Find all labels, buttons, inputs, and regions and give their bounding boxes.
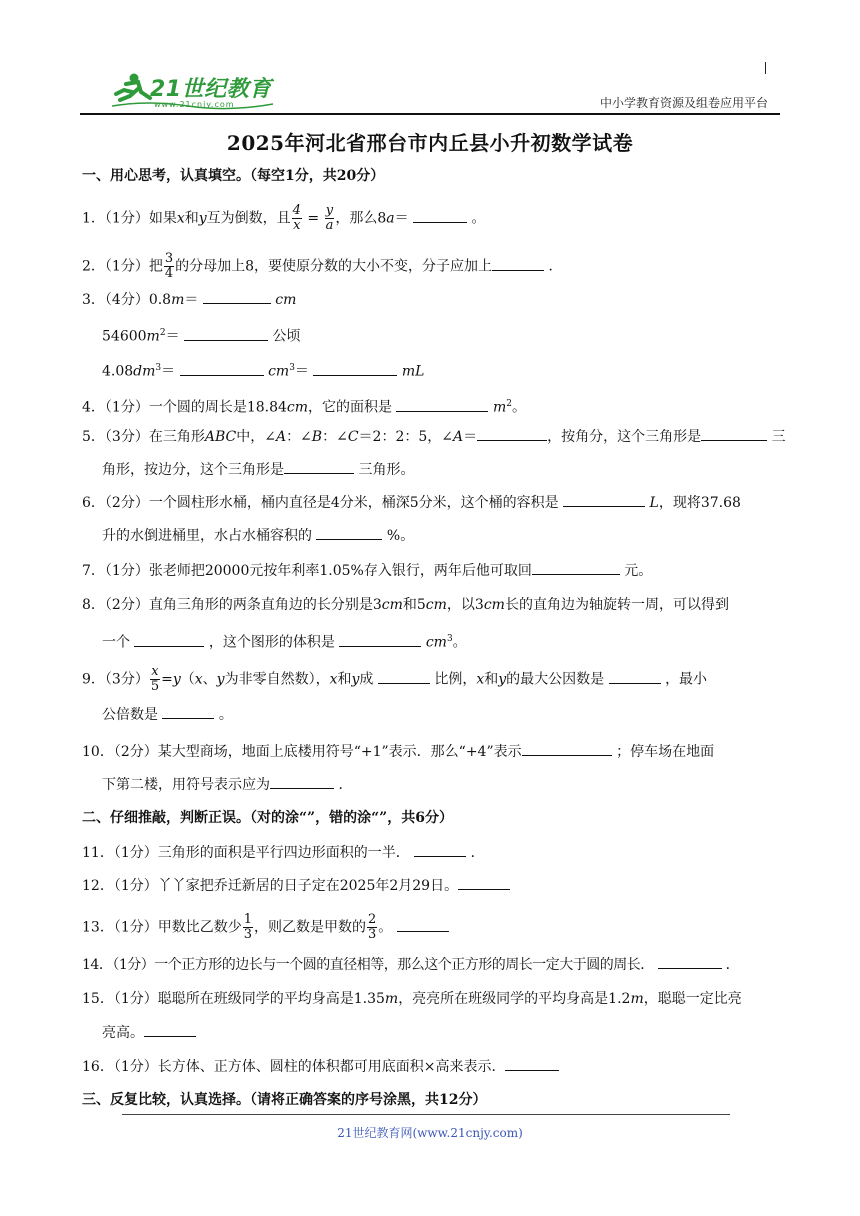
question-3-part-2: $54600m^2=$ 公顷 xyxy=(102,322,300,348)
question-15: 15．（1分）聪聪所在班级同学的平均身高是1.35m，亮亮所在班级同学的平均身高是1.2m，聪聪一定比亮 xyxy=(82,991,742,1007)
question-3-part-3: $4.08dm^3= cm^3=$ mL xyxy=(102,357,424,383)
question-6: 6．（2分）一个圆柱形水桶，桶内直径是4分米，桶深5分米，这个桶的容积是 L，现将37.68 xyxy=(82,492,741,514)
question-8: 8．（2分）直角三角形的两条直角边的长分别是3cm和5cm，以3cm长的直角边为轴旋转一周，可以得到 xyxy=(82,597,729,613)
question-4: 4．（1分）一个圆的周长是18.84cm，它的面积是 $m^2$。 xyxy=(82,393,526,419)
logo-text: 21世纪教育 xyxy=(150,77,272,102)
answer-blank[interactable] xyxy=(313,361,397,376)
answer-blank[interactable] xyxy=(270,774,334,789)
answer-blank[interactable] xyxy=(563,492,645,507)
footer-site: 21世纪教育网(www.21cnjy.com) xyxy=(337,1126,523,1140)
answer-blank[interactable] xyxy=(505,1056,559,1071)
answer-blank[interactable] xyxy=(378,669,430,684)
answer-blank[interactable] xyxy=(658,954,722,969)
question-1: 1．（1分）如果x和y互为倒数，且 $\frac{4}{x}$ = $\frac{y}{a}$ ，那么8a＝ 。 xyxy=(82,203,486,233)
answer-blank[interactable] xyxy=(458,875,510,890)
answer-blank[interactable] xyxy=(180,361,264,376)
question-6-line-2: 升的水倒进桶里，水占水桶容积的 %。 xyxy=(102,525,414,547)
answer-blank[interactable] xyxy=(492,256,544,271)
answer-blank[interactable] xyxy=(339,632,421,647)
answer-blank[interactable] xyxy=(397,917,449,932)
fraction-1-over-3: $\frac{1}{3}$ xyxy=(243,912,253,942)
section-1-heading: 一、用心思考，认真填空。（每空1分，共20分） xyxy=(82,168,385,184)
answer-blank[interactable] xyxy=(522,741,612,756)
answer-blank[interactable] xyxy=(532,560,620,575)
platform-name: 中小学教育资源及组卷应用平台 xyxy=(599,96,768,110)
fraction-y-over-a: $\frac{y}{a}$ xyxy=(325,203,334,233)
question-3: 3．（4分）0.8m＝ cm xyxy=(82,289,296,311)
question-16: 16．（1分）长方体、正方体、圆柱的体积都可用底面积×高来表示． xyxy=(82,1056,559,1078)
answer-blank[interactable] xyxy=(134,632,204,647)
answer-blank[interactable] xyxy=(184,326,268,341)
question-7: 7．（1分）张老师把20000元按年利率1.05%存入银行，两年后他可取回 元。 xyxy=(82,560,652,582)
header-divider xyxy=(80,113,780,115)
exam-title: 2025年河北省邢台市内丘县小升初数学试卷 xyxy=(226,131,634,155)
answer-blank[interactable] xyxy=(414,842,466,857)
answer-blank[interactable] xyxy=(701,426,767,441)
footer-divider xyxy=(122,1114,730,1115)
question-13: 13．（1分）甲数比乙数少 $\frac{1}{3}$ ，则乙数是甲数的 $\frac{2}{3}$ 。 xyxy=(82,913,449,942)
answer-blank[interactable] xyxy=(413,208,467,223)
answer-blank[interactable] xyxy=(144,1022,196,1037)
corner-mark xyxy=(765,62,766,74)
question-9-line-2: 公倍数是 。 xyxy=(102,704,233,726)
answer-blank[interactable] xyxy=(203,289,271,304)
fraction-3-over-4: $\frac{3}{4}$ xyxy=(164,251,174,281)
question-8-line-2: 一个 ，这个图形的体积是 $cm^3$。 xyxy=(102,628,467,654)
question-9: 9．（3分） $\frac{x}{5}$ =y（x、y为非零自然数），x和y成 比例，x和y的最大公因数是 ，最小 xyxy=(82,664,708,694)
answer-blank[interactable] xyxy=(477,426,547,441)
question-10-line-2: 下第二楼，用符号表示应为 ． xyxy=(102,774,352,796)
fraction-2-over-3: $\frac{2}{3}$ xyxy=(368,912,377,942)
section-2-heading: 二、仔细推敲，判断正误。（对的涂“”，错的涂“”，共6分） xyxy=(82,810,453,826)
question-14: 14．（1分）一个正方形的边长与一个圆的直径相等，那么这个正方形的周长一定大于圆的周长． ． xyxy=(82,954,739,976)
answer-blank[interactable] xyxy=(609,669,661,684)
logo-url: www.21cnjy.com xyxy=(154,100,235,109)
question-2: 2．（1分）把 $\frac{3}{4}$ 的分母加上8，要使原分数的大小不变，分子应加上 ． xyxy=(82,251,563,281)
fraction-4-over-x: $\frac{4}{x}$ xyxy=(292,203,301,233)
question-12: 12．（1分）丫丫家把乔迁新居的日子定在2025年2月29日。 xyxy=(82,875,510,897)
answer-blank[interactable] xyxy=(316,525,382,540)
fraction-x-over-5: $\frac{x}{5}$ xyxy=(150,664,160,694)
question-5-line-2: 角形，按边分，这个三角形是 三角形。 xyxy=(102,459,414,481)
question-11: 11．（1分）三角形的面积是平行四边形面积的一半． ． xyxy=(82,842,485,864)
question-5: 5．（3分）在三角形ABC中，∠A：∠B：∠C＝2：2：5，∠A＝ ，按角分，这个三角形是 三 xyxy=(82,426,786,448)
section-3-heading: 三、反复比较，认真选择。（请将正确答案的序号涂黑，共12分） xyxy=(82,1092,487,1108)
answer-blank[interactable] xyxy=(396,397,488,412)
answer-blank[interactable] xyxy=(162,704,214,719)
question-10: 10．（2分）某大型商场，地面上底楼用符号“+1”表示．那么“+4”表示 ；停车场在地面 xyxy=(82,741,714,763)
answer-blank[interactable] xyxy=(284,459,354,474)
question-15-line-2: 亮高。 xyxy=(102,1022,196,1044)
